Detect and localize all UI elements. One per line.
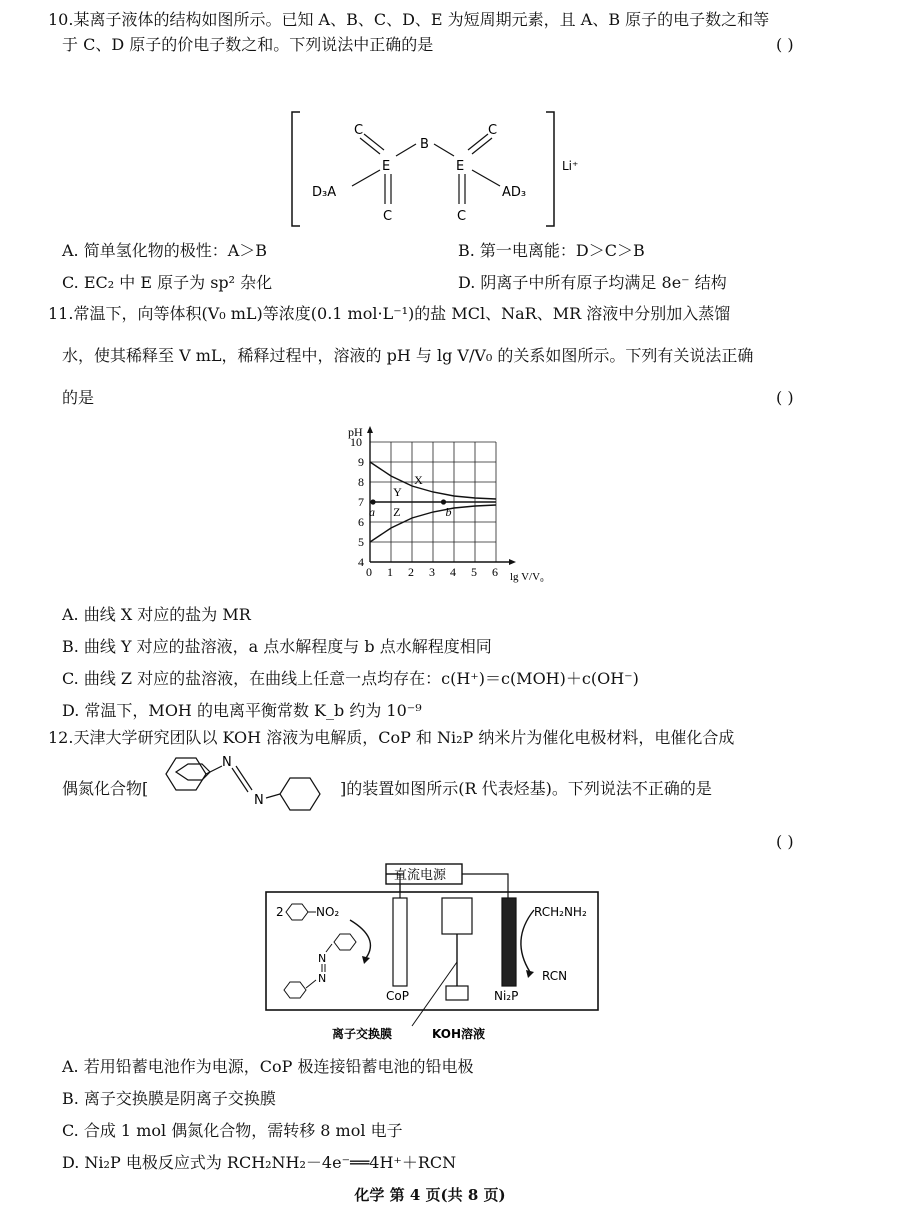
q12-option-c: C. 合成 1 mol 偶氮化合物，需转移 8 mol 电子 bbox=[62, 1121, 403, 1140]
x-tick-label: 2 bbox=[408, 565, 414, 579]
reactant-coefficient: 2 bbox=[276, 905, 284, 919]
y-axis-label: pH bbox=[348, 425, 363, 439]
point-b-label: b bbox=[445, 505, 452, 519]
q10-answer-paren: ( ) bbox=[776, 35, 794, 54]
product-n2: N bbox=[318, 972, 327, 985]
power-supply-label: 直流电源 bbox=[394, 868, 447, 883]
q10-option-c: C. EC₂ 中 E 原子为 sp² 杂化 bbox=[62, 273, 273, 292]
y-tick-label: 6 bbox=[358, 515, 364, 529]
y-tick-label: 5 bbox=[358, 535, 364, 549]
q12-line1: 12.天津大学研究团队以 KOH 溶液为电解质，CoP 和 Ni₂P 纳米片为催化电极材料，电催化合成 bbox=[48, 728, 735, 747]
page-footer: 化学 第 4 页(共 8 页) bbox=[354, 1186, 506, 1204]
y-tick-label: 10 bbox=[350, 435, 362, 449]
point-b bbox=[441, 499, 446, 504]
koh-solution-label: KOH溶液 bbox=[432, 1027, 486, 1041]
atom-c-top-right: C bbox=[488, 123, 498, 138]
group-ad3: AD₃ bbox=[502, 185, 527, 200]
x-tick-label: 0 bbox=[366, 565, 372, 579]
point-a-label: a bbox=[369, 505, 375, 519]
q10-line1: 10.某离子液体的结构如图所示。已知 A、B、C、D、E 为短周期元素，且 A、B 原子的电子数之和等 bbox=[48, 10, 770, 29]
atom-e-right: E bbox=[456, 159, 465, 174]
y-tick-label: 7 bbox=[358, 495, 364, 509]
q11-option-a: A. 曲线 X 对应的盐为 MR bbox=[62, 605, 251, 624]
atom-b-center: B bbox=[420, 137, 429, 152]
q12-line2-pre: 偶氮化合物[ bbox=[62, 779, 149, 798]
q11-option-c: C. 曲线 Z 对应的盐溶液，在曲线上任意一点均存在：c(H⁺)＝c(MOH)＋c(OH⁻) bbox=[62, 669, 639, 688]
q10-line2: 于 C、D 原子的价电子数之和。下列说法中正确的是 bbox=[62, 35, 434, 54]
x-axis-arrow bbox=[509, 559, 516, 565]
q12-option-a: A. 若用铅蓄电池作为电源，CoP 极连接铅蓄电池的铅电极 bbox=[62, 1057, 474, 1076]
azo-n2: N bbox=[254, 793, 264, 808]
membrane-label: 离子交换膜 bbox=[332, 1027, 393, 1041]
atom-c-bottom-right: C bbox=[457, 209, 467, 224]
amine-reactant: RCH₂NH₂ bbox=[534, 905, 587, 919]
x-tick-label: 5 bbox=[471, 565, 477, 579]
x-tick-label: 3 bbox=[429, 565, 435, 579]
q10-option-d: D. 阴离子中所有原子均满足 8e⁻ 结构 bbox=[458, 273, 727, 292]
group-d3a: D₃A bbox=[312, 185, 337, 200]
point-a bbox=[370, 499, 375, 504]
x-tick-label: 1 bbox=[387, 565, 393, 579]
y-tick-label: 4 bbox=[358, 555, 364, 569]
q11-line2: 水，使其稀释至 V mL，稀释过程中，溶液的 pH 与 lg V/V₀ 的关系如图所示。下列有关说法正确 bbox=[62, 346, 754, 365]
series-z-label: Z bbox=[393, 505, 401, 519]
x-axis-label: lg V/V₀ bbox=[510, 571, 544, 583]
q12-electrolysis-device bbox=[262, 862, 602, 1042]
atom-c-top-left: C bbox=[354, 123, 364, 138]
q12-option-b: B. 离子交换膜是阴离子交换膜 bbox=[62, 1089, 276, 1108]
cop-electrode bbox=[393, 898, 407, 986]
cop-label: CoP bbox=[386, 989, 409, 1003]
y-axis-arrow bbox=[367, 426, 373, 433]
series-y-label: Y bbox=[393, 485, 402, 499]
q11-option-d: D. 常温下，MOH 的电离平衡常数 K_b 约为 10⁻⁹ bbox=[62, 701, 422, 720]
nitro-group: NO₂ bbox=[316, 905, 340, 919]
q11-line1: 11.常温下，向等体积(V₀ mL)等浓度(0.1 mol·L⁻¹)的盐 MCl、NaR、MR 溶液中分别加入蒸馏 bbox=[48, 304, 731, 323]
product-n1: N bbox=[318, 952, 327, 965]
ni2p-electrode bbox=[502, 898, 516, 986]
azo-compound-structure bbox=[162, 752, 338, 822]
x-tick-label: 4 bbox=[450, 565, 456, 579]
y-tick-label: 9 bbox=[358, 455, 364, 469]
x-tick-label: 6 bbox=[492, 565, 498, 579]
azo-n1: N bbox=[222, 755, 232, 770]
y-tick-label: 8 bbox=[358, 475, 364, 489]
q11-answer-paren: ( ) bbox=[776, 388, 794, 407]
q11-ph-chart bbox=[340, 420, 544, 596]
q12-answer-paren: ( ) bbox=[776, 832, 794, 851]
q11-line3: 的是 bbox=[62, 388, 95, 407]
nitrile-product: RCN bbox=[542, 969, 568, 983]
q12-line2-post: ]的装置如图所示(R 代表烃基)。下列说法不正确的是 bbox=[340, 779, 712, 798]
q10-ionic-liquid-structure bbox=[288, 108, 588, 232]
counter-ion-li: Li⁺ bbox=[562, 159, 579, 173]
q12-option-d: D. Ni₂P 电极反应式为 RCH₂NH₂－4e⁻══4H⁺＋RCN bbox=[62, 1153, 457, 1172]
atom-c-bottom-left: C bbox=[383, 209, 393, 224]
series-x-label: X bbox=[414, 473, 423, 487]
q10-option-b: B. 第一电离能：D＞C＞B bbox=[458, 241, 645, 260]
ni2p-label: Ni₂P bbox=[494, 989, 519, 1003]
atom-e-left: E bbox=[382, 159, 391, 174]
q11-option-b: B. 曲线 Y 对应的盐溶液，a 点水解程度与 b 点水解程度相同 bbox=[62, 637, 492, 656]
q10-option-a: A. 简单氢化物的极性：A＞B bbox=[62, 241, 268, 260]
